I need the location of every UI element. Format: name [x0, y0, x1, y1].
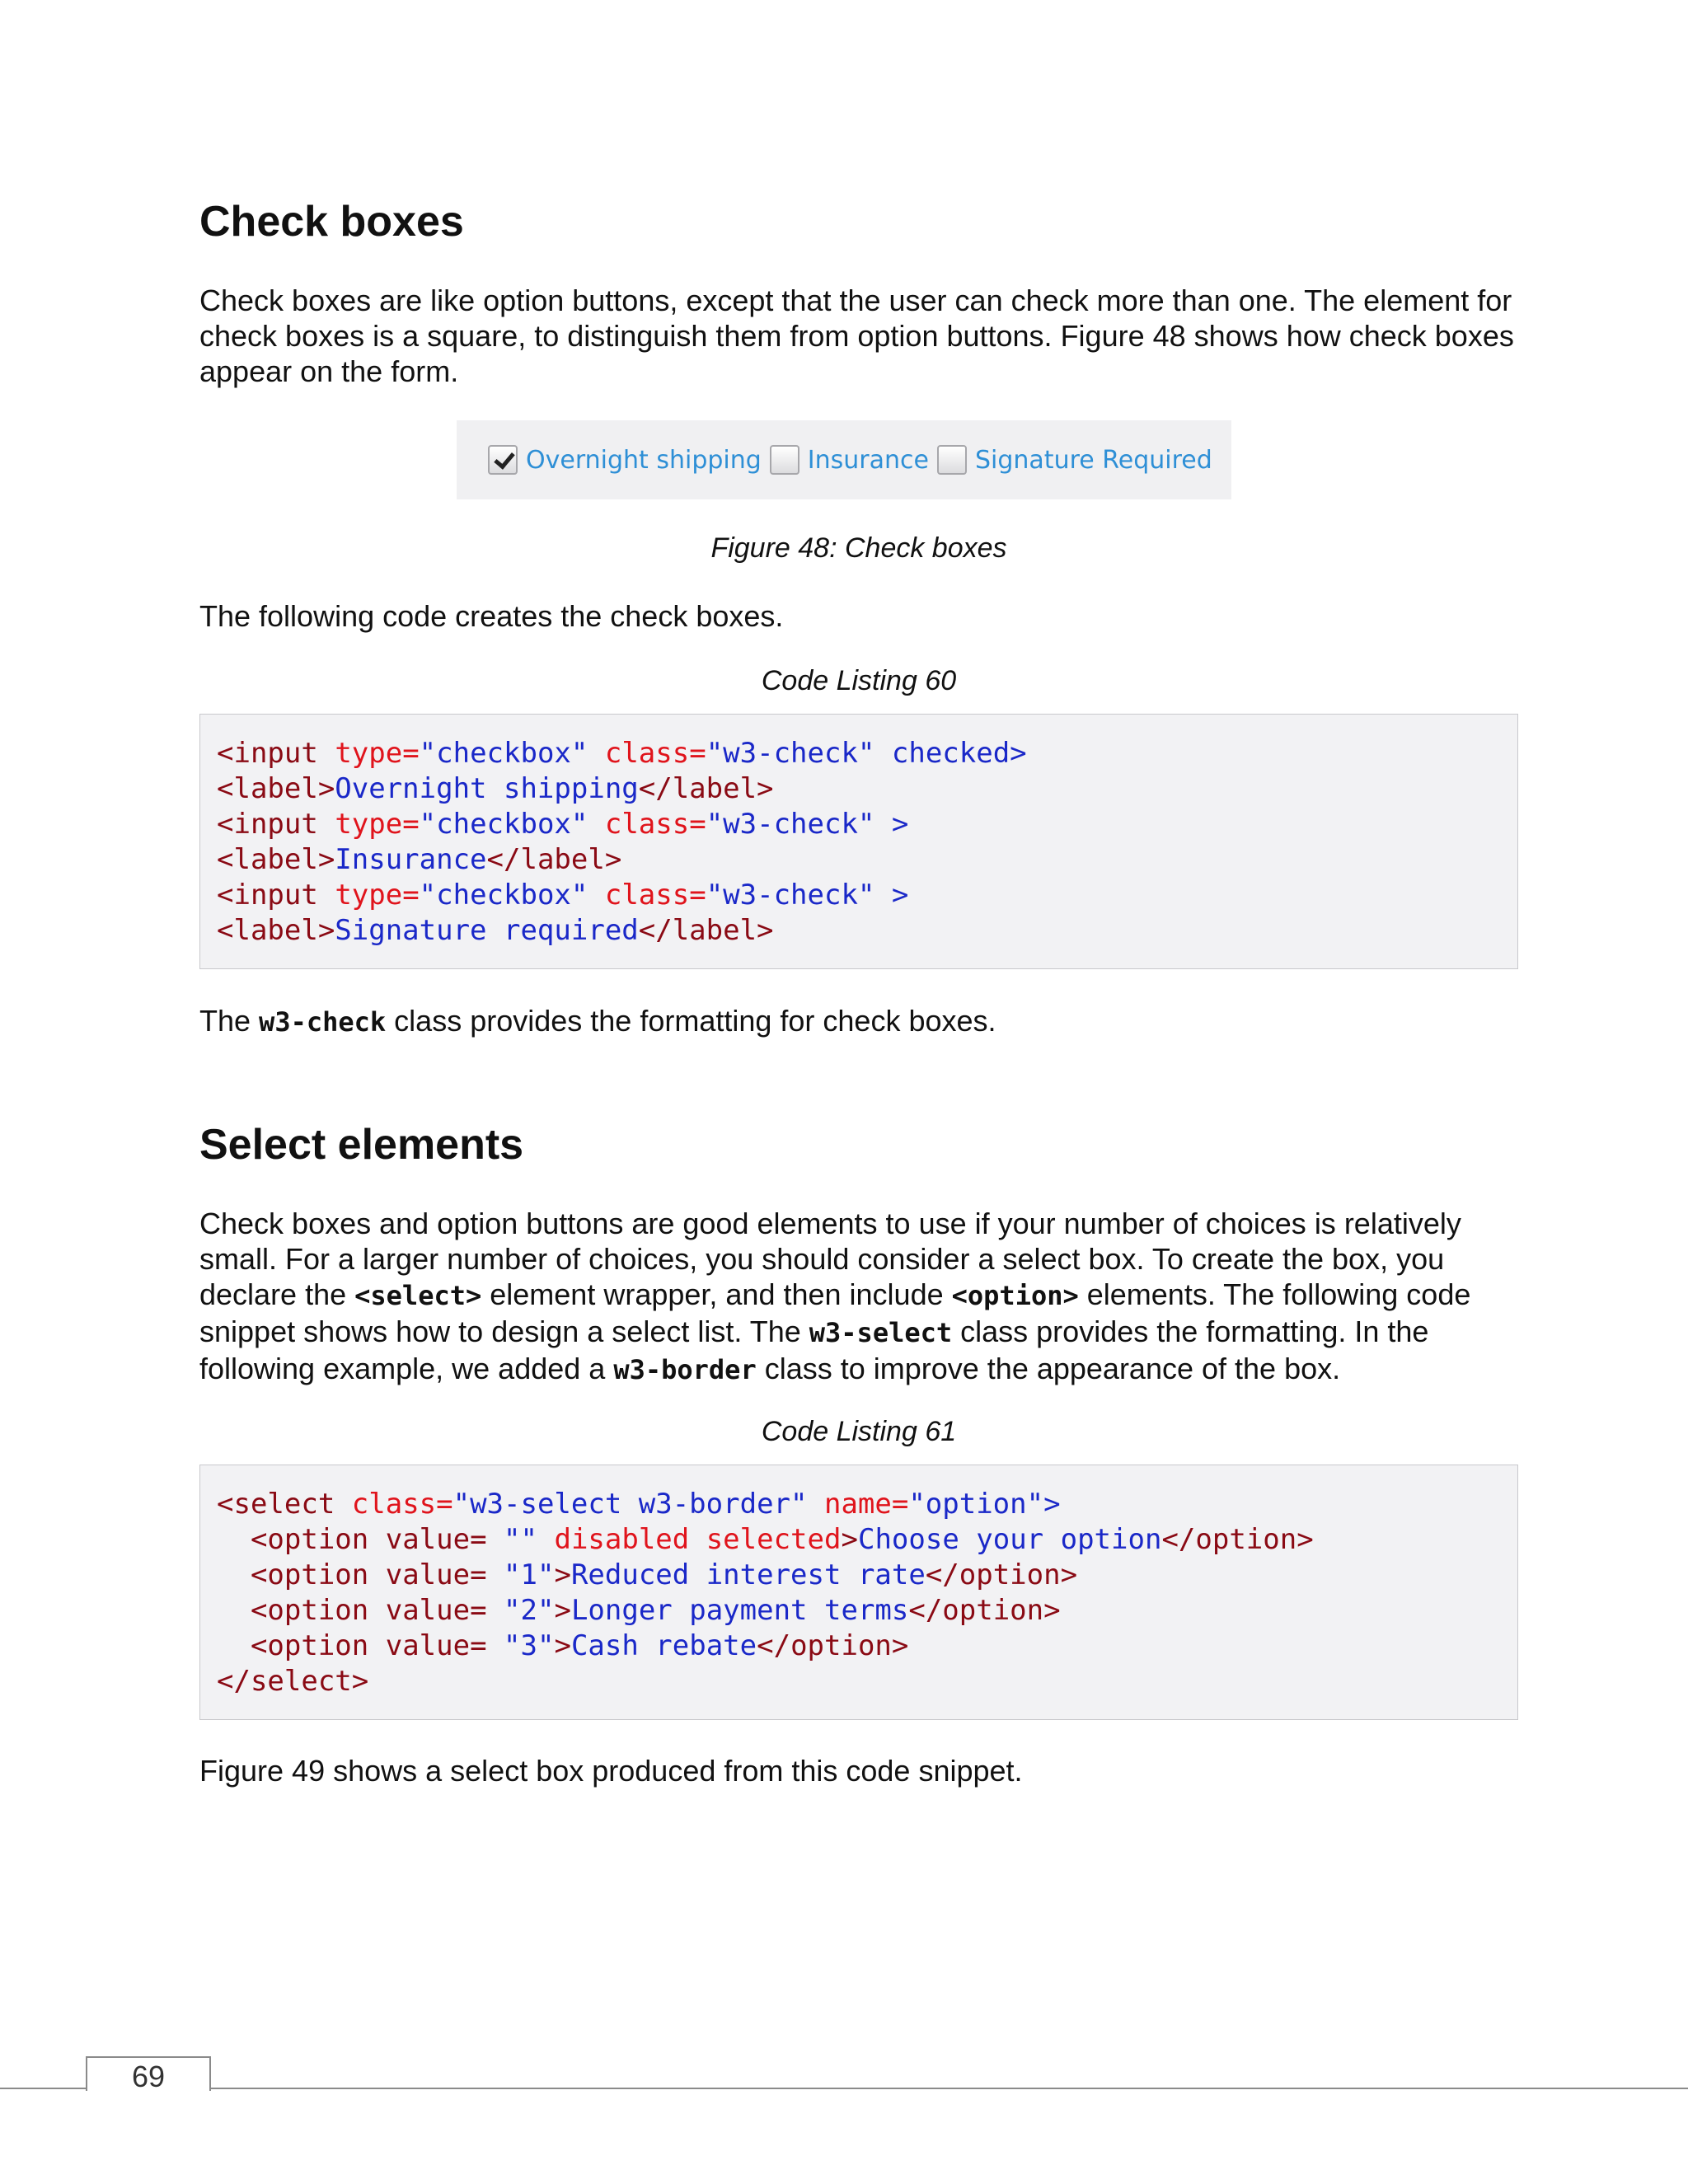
- code-listing-61: [199, 1465, 1518, 1720]
- checkbox-insurance[interactable]: [770, 445, 799, 475]
- code-listing-61-caption: Code Listing 61: [761, 1416, 957, 1447]
- inline-code-w3-select: w3-select: [809, 1317, 953, 1348]
- page-number: 69: [86, 2056, 211, 2091]
- checkbox-label-overnight-shipping[interactable]: Overnight shipping: [526, 445, 762, 475]
- checkbox-label-signature-required[interactable]: Signature Required: [974, 445, 1212, 475]
- inline-code-w3-check: w3-check: [259, 1006, 387, 1038]
- checkbox-overnight-shipping[interactable]: [488, 445, 518, 475]
- paragraph-check-boxes-intro: Check boxes are like option buttons, except that the user can check more than one. The element for check boxes is a square, to distinguish them from option buttons. Figure 48 shows how check boxes appear on the form.: [199, 284, 1514, 388]
- figure-48-checkboxes: [457, 420, 1231, 499]
- code-block: <select class="w3-select w3-border" name="option"> <option value= "" disabled selected>Choose your option</option> <option value= "1">Reduced interest rate</option> <option value= "2">Longer payment terms</option> <option value= "3">Cash rebate</option> </select>: [217, 1488, 1314, 1698]
- footer-rule: [0, 2088, 1688, 2089]
- paragraph-select-intro: Check boxes and option buttons are good elements to use if your number of choices is relatively small. For a larger number of choices, you should consider a select box. To create the box, you declare the <select> element wrapper, and then include <option> elements. The following code snippet shows how to design a select list. The w3-select class provides the formatting. In the following example, we added a w3-border class to improve the appearance of the box.: [199, 1207, 1471, 1385]
- paragraph-figure-49-intro: Figure 49 shows a select box produced from this code snippet.: [199, 1754, 1023, 1788]
- inline-code-option: <option>: [951, 1280, 1079, 1311]
- paragraph-code-intro: The following code creates the check boxes.: [199, 599, 784, 633]
- code-block: <input type="checkbox" class="w3-check" checked> <label>Overnight shipping</label> <input type="checkbox" class="w3-check" > <label>Insurance</label> <input type="checkbox" class="w3-check" > <label>Signature required</label>: [217, 737, 1027, 947]
- checkbox-signature-required[interactable]: [937, 445, 967, 475]
- section-heading-select-elements: Select elements: [199, 1121, 524, 1169]
- paragraph-w3-check: The w3-check class provides the formatting for check boxes.: [199, 1004, 996, 1038]
- code-listing-60: [199, 714, 1518, 969]
- inline-code-select: <select>: [354, 1280, 482, 1311]
- code-listing-60-caption: Code Listing 60: [761, 665, 957, 696]
- section-heading-check-boxes: Check boxes: [199, 198, 464, 246]
- checkbox-label-insurance[interactable]: Insurance: [807, 445, 929, 475]
- inline-code-w3-border: w3-border: [613, 1354, 757, 1385]
- figure-48-caption: Figure 48: Check boxes: [710, 532, 1007, 564]
